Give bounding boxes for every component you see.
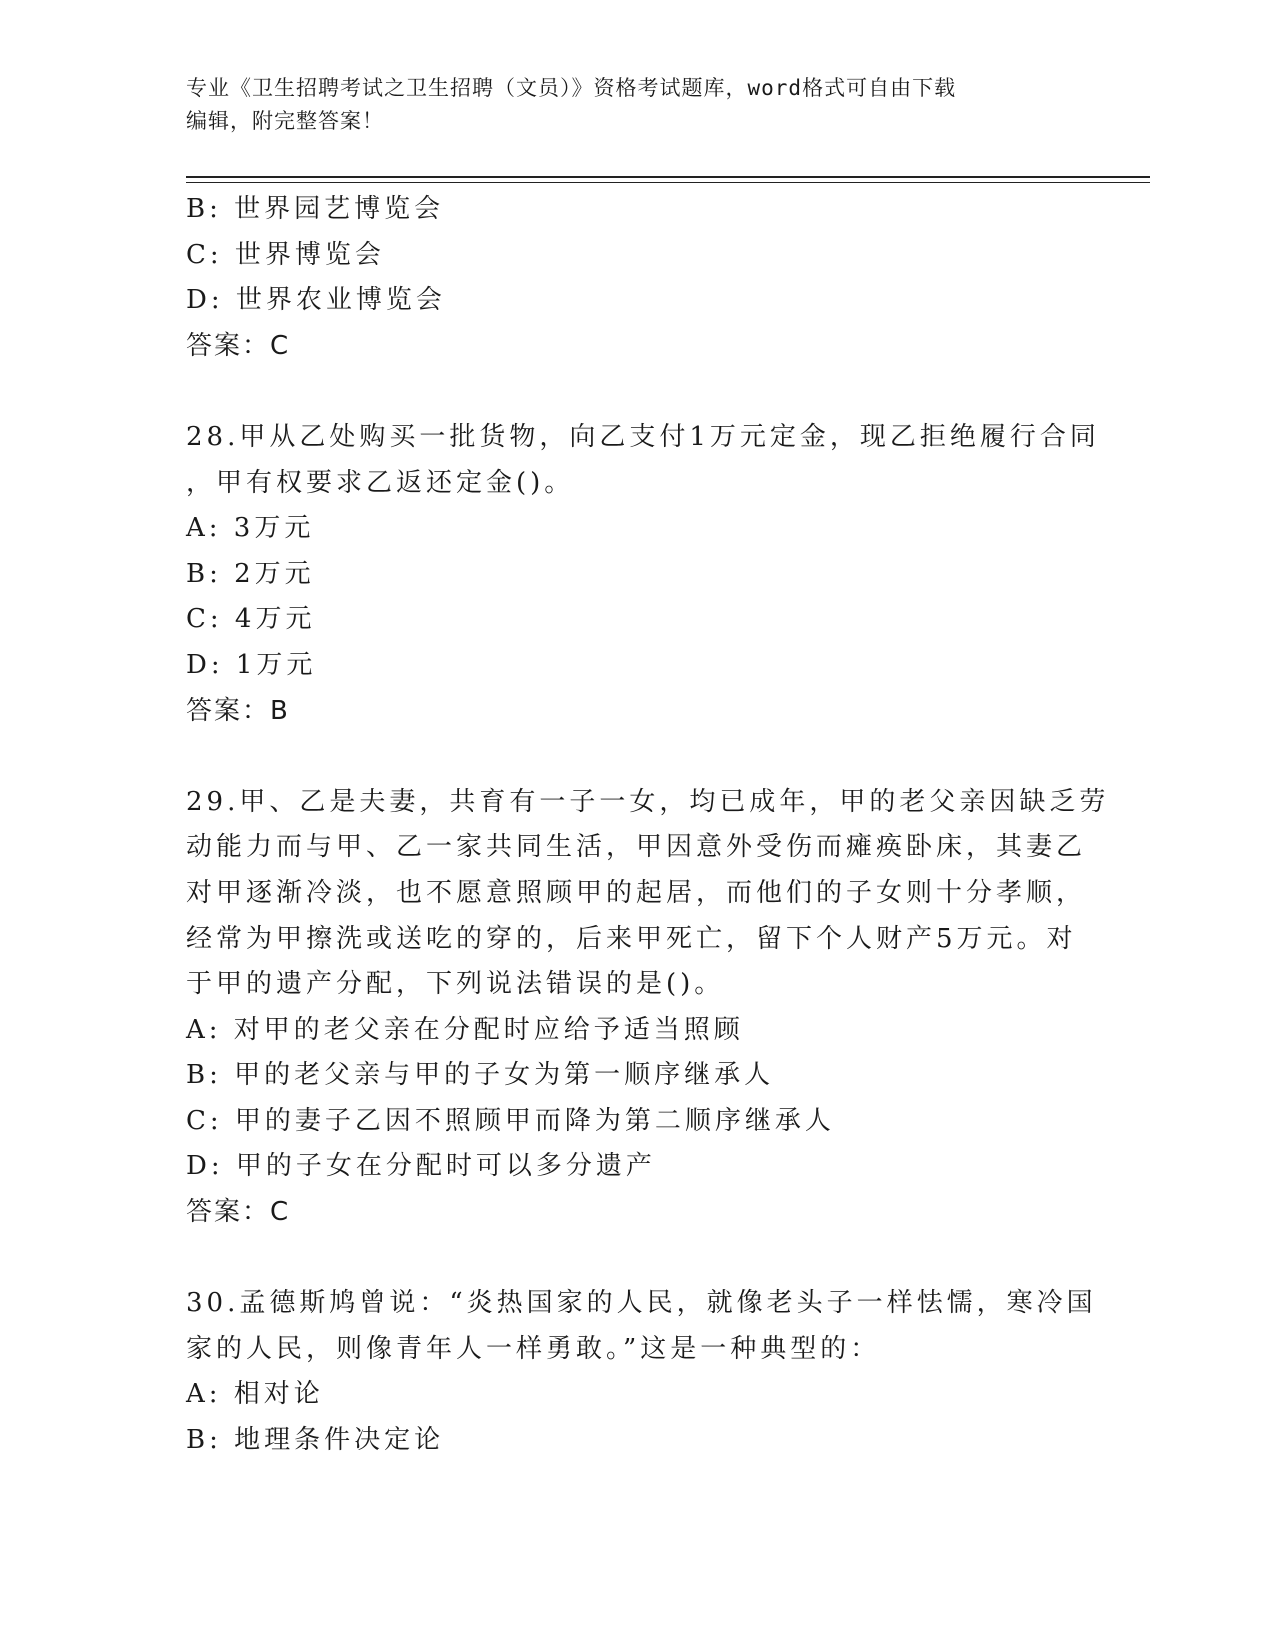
option-a: A: 3万元 <box>186 513 315 544</box>
option-b: B: 地理条件决定论 <box>186 1425 445 1456</box>
spacer <box>186 734 1086 780</box>
page-header <box>186 72 1086 138</box>
question-content <box>186 187 1110 1464</box>
question-stem <box>186 780 1110 1008</box>
question-stem <box>186 415 1100 506</box>
answer-line: 答案：C <box>186 330 291 361</box>
answer-line: 答案：C <box>186 1197 291 1228</box>
option-c: C: 世界博览会 <box>186 239 385 270</box>
stem-line: 30.孟德斯鸠曾说：“炎热国家的人民，就像老头子一样怯懦，寒冷国 <box>186 1288 1097 1319</box>
option-a: A: 相对论 <box>186 1379 324 1410</box>
question-30 <box>186 1281 1097 1463</box>
stem-line: 于甲的遗产分配，下列说法错误的是()。 <box>186 969 725 1000</box>
option-d: D: 世界农业博览会 <box>186 285 446 316</box>
header-divider-thick <box>186 176 1150 178</box>
question-28 <box>186 415 1100 734</box>
option-d: D: 甲的子女在分配时可以多分遗产 <box>186 1151 656 1182</box>
question-stem <box>186 1281 1097 1372</box>
option-d: D: 1万元 <box>186 649 317 680</box>
stem-line: 28.甲从乙处购买一批货物，向乙支付1万元定金，现乙拒绝履行合同 <box>186 421 1100 452</box>
question-27-continued <box>186 187 1086 369</box>
header-line-2: 编辑，附完整答案！ <box>186 109 384 133</box>
stem-line: 对甲逐渐冷淡，也不愿意照顾甲的起居，而他们的子女则十分孝顺， <box>186 877 1087 908</box>
option-c: C: 甲的妻子乙因不照顾甲而降为第二顺序继承人 <box>186 1105 835 1136</box>
option-b: B: 世界园艺博览会 <box>186 194 445 224</box>
stem-line: 经常为甲擦洗或送吃的穿的，后来甲死亡，留下个人财产5万元。对 <box>186 923 1077 954</box>
option-c: C: 4万元 <box>186 604 316 635</box>
stem-line: 动能力而与甲、乙一家共同生活，甲因意外受伤而瘫痪卧床，其妻乙 <box>186 832 1087 863</box>
option-b: B: 甲的老父亲与甲的子女为第一顺序继承人 <box>186 1060 775 1091</box>
spacer <box>186 1236 1086 1282</box>
option-b: B: 2万元 <box>186 558 315 589</box>
header-divider-thin <box>186 182 1150 183</box>
stem-line: ，甲有权要求乙返还定金()。 <box>186 467 575 498</box>
option-a: A: 对甲的老父亲在分配时应给予适当照顾 <box>186 1014 744 1045</box>
stem-line: 家的人民，则像青年人一样勇敢。”这是一种典型的： <box>186 1333 881 1364</box>
spacer <box>186 369 1086 415</box>
answer-line: 答案：B <box>186 695 290 726</box>
header-line-1: 专业《卫生招聘考试之卫生招聘（文员）》资格考试题库，word格式可自由下载 <box>186 76 957 100</box>
question-29 <box>186 780 1110 1236</box>
stem-line: 29.甲、乙是夫妻，共育有一子一女，均已成年，甲的老父亲因缺乏劳 <box>186 786 1110 817</box>
